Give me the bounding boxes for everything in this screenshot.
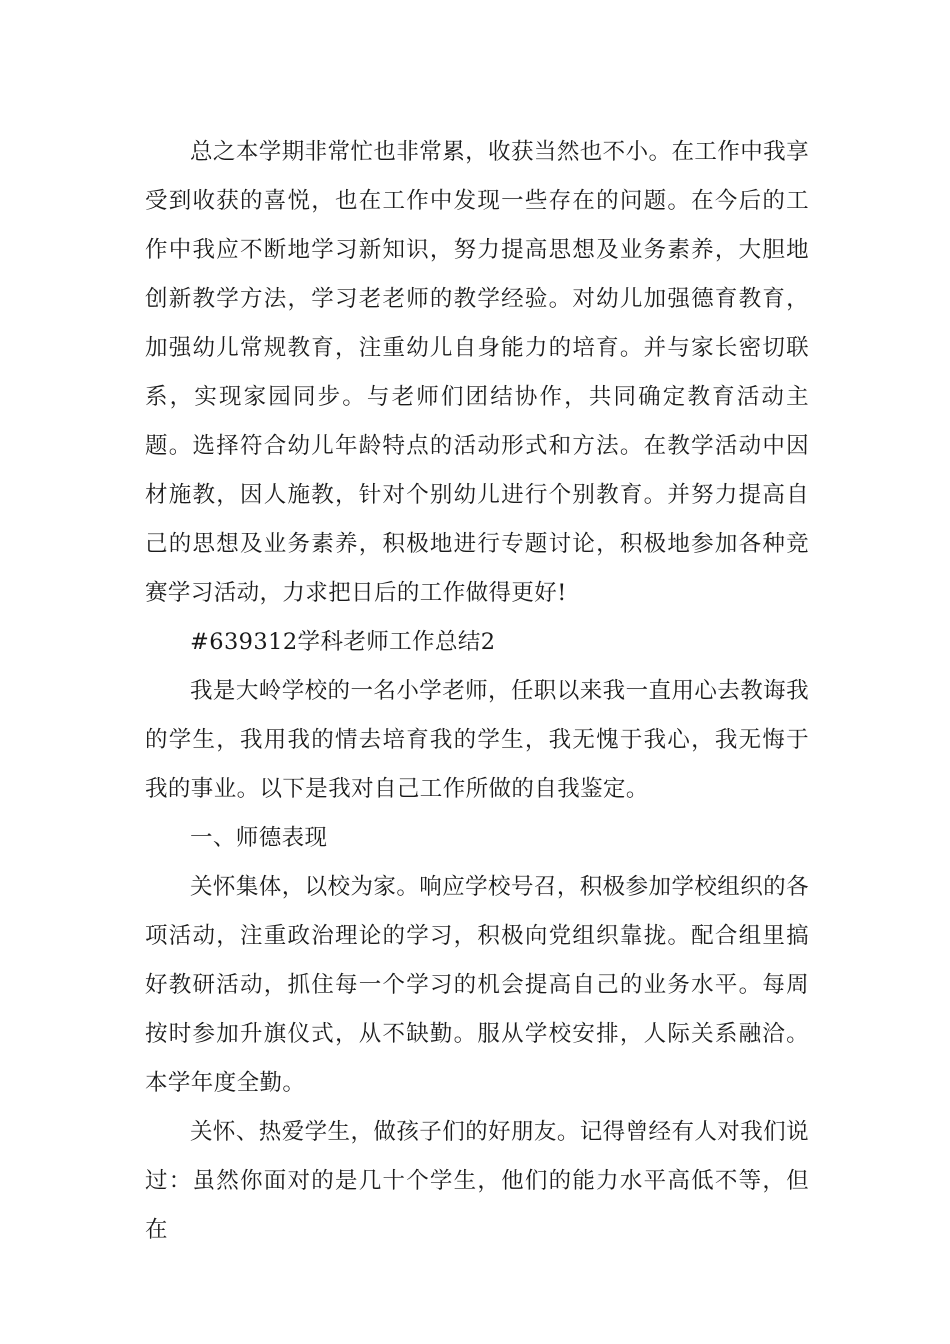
- paragraph-students: 关怀、热爱学生，做孩子们的好朋友。记得曾经有人对我们说过：虽然你面对的是几十个学生，他们的能力水平高低不等，但在: [145, 1119, 809, 1243]
- section-heading-ethics: 一、师德表现: [190, 825, 328, 851]
- paragraph-summary: 总之本学期非常忙也非常累，收获当然也不小。在工作中我享受到收获的喜悦，也在工作中发现一些存在的问题。在今后的工作中我应不断地学习新知识，努力提高思想及业务素养，大胆地创新教学方法，学习老老师的教学经验。对幼儿加强德育教育，加强幼儿常规教育，注重幼儿自身能力的培育。并与家长密切联系，实现家园同步。与老师们团结协作，共同确定教育活动主题。选择符合幼儿年龄特点的活动形式和方法。在教学活动中因材施教，因人施教，针对个别幼儿进行个别教育。并努力提高自己的思想及业务素养，积极地进行专题讨论，积极地参加各种竞赛学习活动，力求把日后的工作做得更好!: [145, 139, 809, 606]
- paragraph-collective: 关怀集体，以校为家。响应学校号召，积极参加学校组织的各项活动，注重政治理论的学习，积极向党组织靠拢。配合组里搞好教研活动，抓住每一个学习的机会提高自己的业务水平。每周按时参加升旗仪式，从不缺勤。服从学校安排，人际关系融洽。本学年度全勤。: [145, 874, 809, 1096]
- document-body: [145, 128, 809, 1255]
- section-title: #639312学科老师工作总结2: [190, 629, 496, 655]
- paragraph-intro: 我是大岭学校的一名小学老师，任职以来我一直用心去教诲我的学生，我用我的情去培育我的学生，我无愧于我心，我无悔于我的事业。以下是我对自己工作所做的自我鉴定。: [145, 678, 809, 802]
